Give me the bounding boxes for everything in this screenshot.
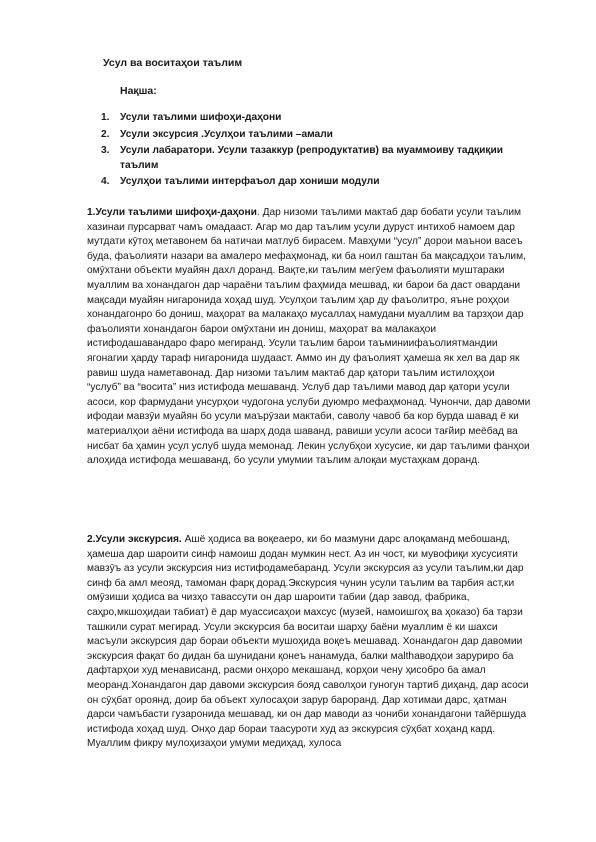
paragraph-heading: 2.Усули экскурсия. [87, 534, 182, 545]
plan-item-text: Усули лабаратори. Усули тазаккур (репродуктатив) ва муаммоиву тадқиқии таълим [120, 145, 504, 171]
plan-item [101, 128, 521, 143]
plan-item [101, 175, 521, 190]
paragraph-oral-method [87, 206, 531, 469]
paragraph-heading: 1.Усули таълими шифоҳи-даҳони [87, 207, 257, 218]
document-title: Усул ва воситаҳои таълим [103, 57, 243, 69]
paragraph-body: Ашё ҳодиса ва воқеаеро, ки бо мазмуни дарс алоқаманд мебошанд, ҳамеша дар шароити синф намоиш додан мумкин нест. Аз ин чост, ки мувофиқи хусусияти мавзӯъ аз усули экскурсия низ истифодамебаранд. Усули экскурсия аз усули таълим,ки дар синф ба амл меояд, тамоман фарқ дорад.Экскурсия чунин усули таълим ва тарбия аст,ки омӯзиши ҳодиса ва чизҳо тавассути он дар шароити табии (дар завод, фабрика, саҳро,мкшоҳидаи табиат) ё дар муассисаҳои махсус (музей, намоишгоҳ ва ҳоказо) ба тарзи ташкили сурат мегирад. Усули экскурсия ба воситаи шарҳу баёни муаллим ё ки шахси масъули экскурсия дар бораи объекти мушоҳида воқеъ мешавад. Хонандагон дар давомии экскурсия фақат бо дидан ба шунидани қонеъ нанамуда, балки мalthaводҳои заруриро ба дафтарҳои худ менависанд, расми онҳоро мекашанд, корҳои чену ҳисобро ба амал меоранд.Хонандагон дар давоми экскурсия бояд саволҳои гуногун тартиб диҳанд, дар асоси он сӯҳбат ороянд, доир ба объект хулосаҳои зарур бароранд. Дар хотимаи дарс, ҳатман дарси чамъбасти гузаронида мешавад, ки он дар маводи аз чониби хонандагони тайёршуда истифода хоҳад шуд. Онҳо дар бораи таасуроти худ аз экскурсия сӯҳбат хоҳанд кард. Муаллим фикру мулоҳизаҳои умуми медиҳад, хулоса [87, 534, 529, 750]
paragraph-excursion-method [87, 533, 531, 752]
paragraph-body: . Дар низоми таълими мактаб дар бобати усули таълим хазинаи пурсарват чамъ омадааст. Агар мо дар таълим усули дуруст интихоб намоем дар мутдати кӯтоҳ метавонем ба натичаи матлуб бирасем. Мавҳуми “усул” дорои маънои васеъ буда, фаъолияти назари ва амалеро мефаҳмонад, ки ба ноил гаштан ба мақсадҳои таълим, омӯхтани объекти муайян дахл доранд. Вақте,ки таълим мегӯем фаъолияти муштараки муаллим ва хонандагон дар чараёни таълим фаҳмида мешвад, ки барои ба даст овардани мақсади муайян нигаронида хоҳад шуд. Усулҳои таълим ҳар ду фаъолитро, яъне роҳҳои хонандагонро бо дониш, маҳорат ва малакаҳо мусаллаҳ намудани муаллим ва тарзҳои дар фаъолияти хонандагон барои омӯхтани ин дониш, маҳорат ва малакаҳои истифодашавандаро фаро мегиранд. Усули таълим барои таъминиифаъолиятмандии ягонагии ҳарду тараф нигаронида шудааст. Аммо ин ду фаъолият ҳамеша як хел ва дар як равиш шуда наметавонад. Дар низоми таълим мактаб дар қатори таълим истилоҳҳои “услуб” ва “восита” низ истифода мешаванд. Услуб дар таълими мавод дар қатори усули асоси, кор фармудани унсурҳои чудогона услуби дуюмро мефаҳмонад. Чунончи, дар давоми ифодаи мавзӯи муайян бо усули маърӯзаи мактаби, саволу чавоб ба кор бурда шавад ё ки материалҳои аёни истифода ва шарҳ дода шаванд, равиши усули асоси тағйир меёбад ва нисбат ба ҳамин усул услуб шуда мемонад. Лекин услубҳои хусусие, ки дар таълими фанҳои алоҳида истифода мешаванд, бо усули умумии таълим алоқаи мустаҳкам доранд. [87, 207, 531, 467]
plan-item-number: 4. [101, 176, 110, 188]
plan-item-number: 3. [101, 145, 110, 157]
plan-item-number: 1. [101, 112, 110, 123]
plan-item-text: Усули эксурсия .Усулҳои таълими –амали [120, 128, 333, 140]
plan-item [101, 144, 521, 173]
plan-label: Нақша: [120, 85, 157, 97]
plan-item-text: Усулҳои таълими интерфаъол дар хониши модули [120, 176, 380, 188]
plan-list [101, 111, 521, 192]
plan-item [101, 111, 521, 126]
plan-item-text: Усули таълими шифоҳи-даҳони [120, 112, 282, 123]
plan-item-number: 2. [101, 128, 110, 140]
